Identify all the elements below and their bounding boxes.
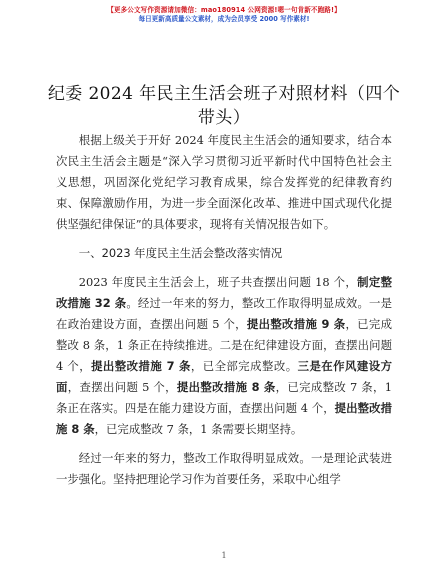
text-run: 2023 年度民主生活会上，班子共查摆出问题 18 个， <box>78 275 358 289</box>
bold-run: 提出整改措施 7 条 <box>91 359 191 373</box>
document-body <box>56 130 392 490</box>
bold-run: 提出整改措施 9 条 <box>246 317 346 331</box>
text-run: ，已完成整改 8 条，1 条正在持续推进。二是在纪律建设方面，查摆出问题 4 个， <box>56 317 392 373</box>
intro-paragraph: 根据上级关于开好 2024 年度民主生活会的通知要求，结合本次民主生活会主题是“深入学习贯彻习近平新时代中国特色社会主义思想，巩固深化党纪学习教育成果，综合发挥党的纪律教育约束、保障激励作用，为进一步全面深化改革、推进中国式现代化提供坚强纪律保证”的具体要求，现将有关情况报告如下。 <box>56 133 392 231</box>
text-run: 。经过一年来的努力，整改工作取得明显成效。一是在政治建设方面，查摆出问题 5 个， <box>56 296 392 331</box>
bold-run: 提出整改措施 8 条 <box>176 380 276 394</box>
rectification-paragraph <box>56 272 392 440</box>
banner-line-1: 【更多公文写作资源请加微信：mao180914 公网资源!嗯一句肯新不跑路!】 <box>107 6 341 14</box>
promo-banner <box>0 6 448 24</box>
bold-run: 三是在作风建设方面 <box>56 359 392 394</box>
results-paragraph: 经过一年来的努力，整改工作取得明显成效。一是理论武装进一步强化。坚持把理论学习作为首要任务，采取中心组学 <box>56 451 392 486</box>
bold-run: 提出整改措施 8 条 <box>56 401 392 436</box>
section-heading: 一、2023 年度民主生活会整改落实情况 <box>78 246 283 260</box>
text-run: ，已完成整改 7 条，1 条需要长期坚持。 <box>94 422 303 436</box>
bold-run: 制定整改措施 32 条 <box>56 275 392 310</box>
banner-line-2: 每日更新高质量公文素材，成为会员享受 2000 写作素材! <box>138 15 310 23</box>
document-title: 纪委 2024 年民主生活会班子对照材料（四个带头） <box>47 84 401 128</box>
text-run: ，已完成整改 7 条，1 条正在落实。四是在能力建设方面，查摆出问题 4 个， <box>56 380 392 415</box>
page-number: 1 <box>221 551 227 560</box>
text-run: ，查摆出问题 5 个， <box>67 380 177 394</box>
text-run: ，已全部完成整改。 <box>190 359 298 373</box>
